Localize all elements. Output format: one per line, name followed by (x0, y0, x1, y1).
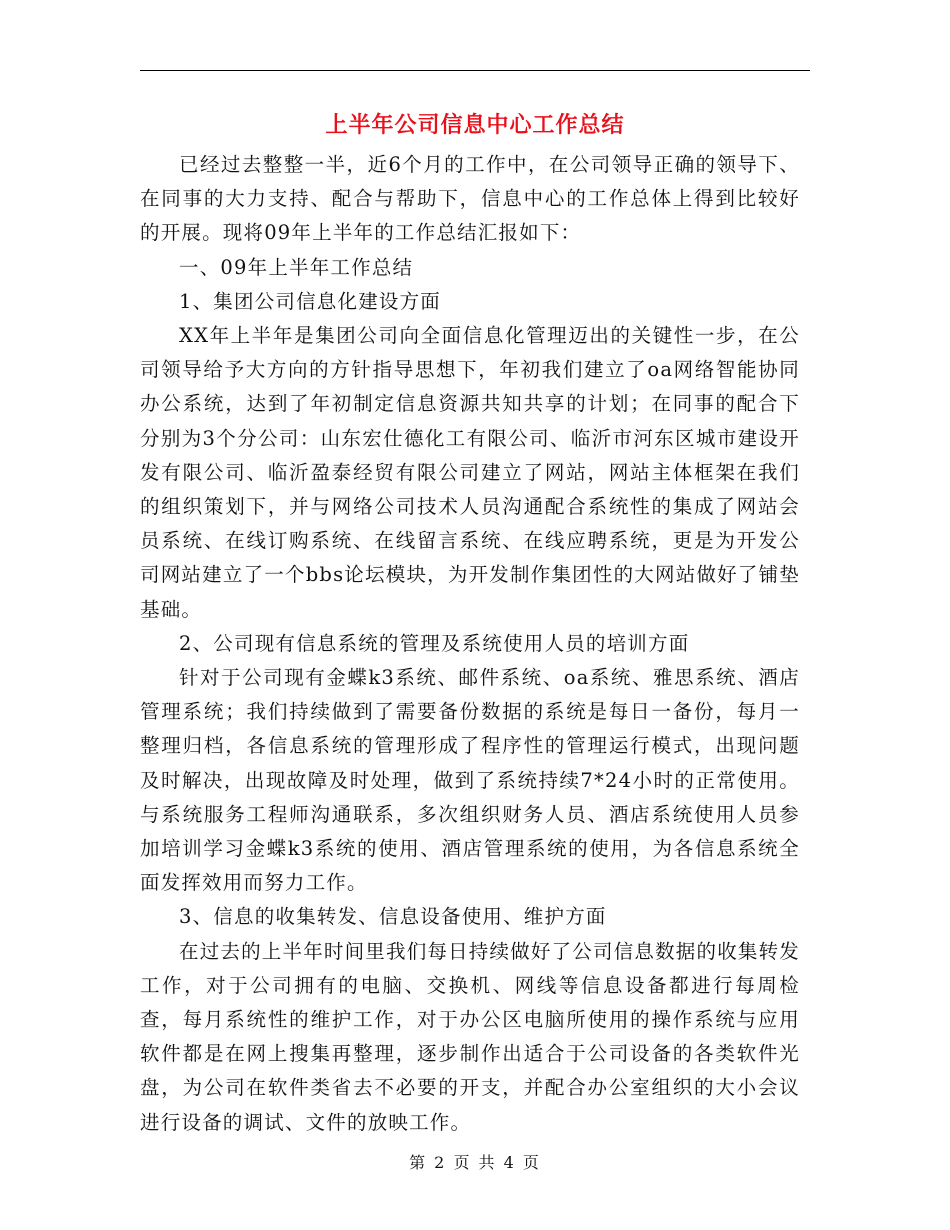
paragraph-intro: 已经过去整整一半，近6个月的工作中，在公司领导正确的领导下、在同事的大力支持、配合与帮助下，信息中心的工作总体上得到比较好的开展。现将09年上半年的工作总结汇报如下： (140, 153, 800, 245)
paragraph-equipment-maintenance: 在过去的上半年时间里我们每日持续做好了公司信息数据的收集转发工作，对于公司拥有的电脑、交换机、网线等信息设备都进行每周检查，每月系统性的维护工作，对于办公区电脑所使用的操作系统与应用软件都是在网上搜集再整理，逐步制作出适合于公司设备的各类软件光盘，为公司在软件类省去不必要的开支，并配合办公室组织的大小会议进行设备的调试、文件的放映工作。 (140, 939, 801, 1134)
document-title: 上半年公司信息中心工作总结 (325, 113, 625, 138)
paragraph-system-management: 针对于公司现有金蝶k3系统、邮件系统、oa系统、雅思系统、酒店管理系统；我们持续做到了需要备份数据的系统是每日一备份，每月一整理归档，各信息系统的管理形成了程序性的管理运行模式，出现问题及时解决，出现故障及时处理，做到了系统持续7*24小时的正常使用。与系统服务工程师沟通联系，多次组织财务人员、酒店系统使用人员参加培训学习金蝶k3系统的使用、酒店管理系统的使用，为各信息系统全面发挥效用而努力工作。 (140, 666, 800, 895)
subsection-heading-1: 1、集团公司信息化建设方面 (179, 289, 442, 313)
subsection-heading-3: 3、信息的收集转发、信息设备使用、维护方面 (179, 905, 607, 929)
page-number-footer: 第 2 页 共 4 页 (409, 1153, 541, 1172)
subsection-heading-2: 2、公司现有信息系统的管理及系统使用人员的培训方面 (179, 631, 690, 655)
document-body (140, 148, 800, 1140)
section-heading-1: 一、09年上半年工作总结 (179, 255, 414, 279)
header-rule (140, 70, 810, 71)
paragraph-informatization: XX年上半年是集团公司向全面信息化管理迈出的关键性一步，在公司领导给予大方向的方针指导思想下，年初我们建立了oa网络智能协同办公系统，达到了年初制定信息资源共知共享的计划；在同事的配合下分别为3个分公司：山东宏仕德化工有限公司、临沂市河东区城市建设开发有限公司、临沂盈泰经贸有限公司建立了网站，网站主体框架在我们的组织策划下，并与网络公司技术人员沟通配合系统性的集成了网站会员系统、在线订购系统、在线留言系统、在线应聘系统，更是为开发公司网站建立了一个bbs论坛模块，为开发制作集团性的大网站做好了铺垫基础。 (140, 324, 800, 621)
